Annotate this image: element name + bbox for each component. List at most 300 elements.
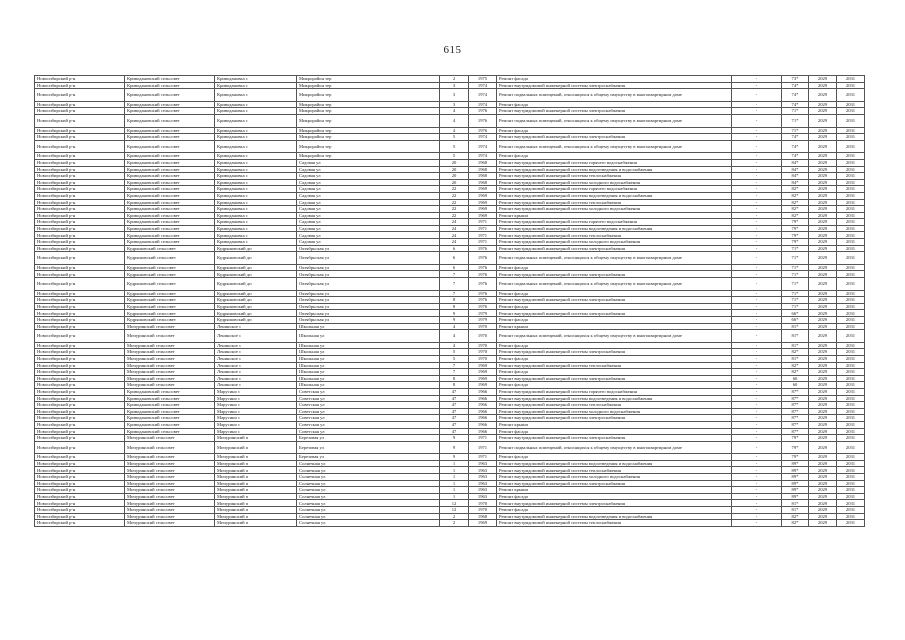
table-row (35, 186, 865, 193)
dash-cell: - (732, 239, 782, 246)
work-type-cell: Ремонт внутридомовой инженерной системы электроснабжения (497, 480, 732, 487)
district-cell: Новосибирский р-н (35, 186, 125, 193)
wear-percent-cell: 81* (782, 507, 809, 514)
settlement-cell: Мичуринский сельсовет (125, 520, 215, 527)
settlement-cell: Мичуринский сельсовет (125, 507, 215, 514)
house-number-cell: 7 (440, 271, 469, 278)
build-year-cell: 1963 (469, 460, 497, 467)
house-number-cell: 22 (440, 212, 469, 219)
build-year-cell: 1976 (469, 278, 497, 291)
dash-cell: - (732, 166, 782, 173)
house-number-cell: 20 (440, 179, 469, 186)
table-row (35, 460, 865, 467)
locality-cell: Криводановка с (215, 232, 297, 239)
street-cell: Садовая ул (297, 179, 440, 186)
house-number-cell: 22 (440, 199, 469, 206)
dash-cell: - (732, 369, 782, 376)
wear-percent-cell: 82* (782, 369, 809, 376)
locality-cell: Криводановка с (215, 206, 297, 213)
build-year-cell: 1969 (469, 362, 497, 369)
house-number-cell: 47 (440, 415, 469, 422)
build-year-cell: 1976 (469, 264, 497, 271)
dash-cell: - (732, 179, 782, 186)
settlement-cell: Криводановский сельсовет (125, 179, 215, 186)
locality-cell: Кудряшовский дп (215, 290, 297, 297)
build-year-cell: 1966 (469, 395, 497, 402)
table-row (35, 310, 865, 317)
dash-cell: - (732, 140, 782, 153)
plan-year-start-cell: 2029 (809, 395, 837, 402)
build-year-cell: 1968 (469, 159, 497, 166)
settlement-cell: Криводановский сельсовет (125, 388, 215, 395)
district-cell: Новосибирский р-н (35, 159, 125, 166)
street-cell: Школьная ул (297, 323, 440, 330)
settlement-cell: Мичуринский сельсовет (125, 474, 215, 481)
street-cell: Советская ул (297, 415, 440, 422)
work-type-cell: Ремонт внутридомовой инженерной системы теплоснабжения (497, 402, 732, 409)
plan-year-start-cell: 2029 (809, 330, 837, 343)
district-cell: Новосибирский р-н (35, 310, 125, 317)
build-year-cell: 1971 (469, 239, 497, 246)
plan-year-start-cell: 2029 (809, 480, 837, 487)
wear-percent-cell: 87* (782, 395, 809, 402)
locality-cell: Мичуринский п (215, 500, 297, 507)
dash-cell: - (732, 245, 782, 252)
locality-cell: Кудряшовский дп (215, 245, 297, 252)
locality-cell: Мичуринский п (215, 460, 297, 467)
dash-cell: - (732, 212, 782, 219)
settlement-cell: Криводановский сельсовет (125, 173, 215, 180)
locality-cell: Кудряшовский дп (215, 271, 297, 278)
plan-year-end-cell: 2031 (837, 239, 865, 246)
dash-cell: - (732, 474, 782, 481)
settlement-cell: Кудряшовский сельсовет (125, 278, 215, 291)
plan-year-start-cell: 2029 (809, 415, 837, 422)
wear-percent-cell: 73* (782, 76, 809, 83)
locality-cell: Криводановка с (215, 212, 297, 219)
wear-percent-cell: 74* (782, 101, 809, 108)
plan-year-end-cell: 2031 (837, 362, 865, 369)
table-row (35, 212, 865, 219)
house-number-cell: 4 (440, 323, 469, 330)
dash-cell: - (732, 323, 782, 330)
house-number-cell: 4 (440, 108, 469, 115)
dash-cell: - (732, 408, 782, 415)
dash-cell: - (732, 290, 782, 297)
build-year-cell: 1966 (469, 428, 497, 435)
dash-cell: - (732, 441, 782, 454)
wear-percent-cell: 71* (782, 245, 809, 252)
locality-cell: Мичуринский п (215, 480, 297, 487)
district-cell: Новосибирский р-н (35, 134, 125, 141)
district-cell: Новосибирский р-н (35, 474, 125, 481)
plan-year-start-cell: 2029 (809, 441, 837, 454)
locality-cell: Марусино с (215, 408, 297, 415)
district-cell: Новосибирский р-н (35, 290, 125, 297)
settlement-cell: Мичуринский сельсовет (125, 441, 215, 454)
table-row (35, 467, 865, 474)
table-row (35, 140, 865, 153)
locality-cell: Мичуринский п (215, 454, 297, 461)
plan-year-start-cell: 2029 (809, 388, 837, 395)
district-cell: Новосибирский р-н (35, 382, 125, 389)
plan-year-end-cell: 2031 (837, 186, 865, 193)
plan-year-start-cell: 2029 (809, 487, 837, 494)
locality-cell: Мичуринский п (215, 493, 297, 500)
house-number-cell: 20 (440, 166, 469, 173)
dash-cell: - (732, 349, 782, 356)
locality-cell: Кудряшовский дп (215, 303, 297, 310)
build-year-cell: 1976 (469, 271, 497, 278)
plan-year-end-cell: 2031 (837, 219, 865, 226)
table-row (35, 402, 865, 409)
plan-year-start-cell: 2029 (809, 206, 837, 213)
dash-cell: - (732, 467, 782, 474)
locality-cell: Мичуринский п (215, 507, 297, 514)
locality-cell: Ленинское с (215, 369, 297, 376)
work-type-cell: Ремонт внутридомовой инженерной системы электроснабжения (497, 310, 732, 317)
plan-year-start-cell: 2029 (809, 500, 837, 507)
house-number-cell: 2 (440, 76, 469, 83)
settlement-cell: Криводановский сельсовет (125, 127, 215, 134)
settlement-cell: Криводановский сельсовет (125, 186, 215, 193)
table-body (35, 76, 865, 527)
street-cell: Школьная ул (297, 355, 440, 362)
street-cell: Микрорайон тер (297, 76, 440, 83)
table-row (35, 271, 865, 278)
district-cell: Новосибирский р-н (35, 454, 125, 461)
work-type-cell: Ремонт внутридомовой инженерной системы горячего водоснабжения (497, 159, 732, 166)
locality-cell: Марусино с (215, 415, 297, 422)
settlement-cell: Мичуринский сельсовет (125, 323, 215, 330)
dash-cell: - (732, 480, 782, 487)
table-row (35, 219, 865, 226)
locality-cell: Марусино с (215, 421, 297, 428)
work-type-cell: Ремонт фасада (497, 264, 732, 271)
wear-percent-cell: 71* (782, 114, 809, 127)
street-cell: Советская ул (297, 421, 440, 428)
dash-cell: - (732, 355, 782, 362)
street-cell: Березовая ул (297, 454, 440, 461)
locality-cell: Криводановка с (215, 239, 297, 246)
settlement-cell: Криводановский сельсовет (125, 108, 215, 115)
street-cell: Садовая ул (297, 225, 440, 232)
build-year-cell: 1963 (469, 480, 497, 487)
work-type-cell: Ремонт внутридомовой инженерной системы теплоснабжения (497, 173, 732, 180)
locality-cell: Ленинское с (215, 349, 297, 356)
plan-year-end-cell: 2031 (837, 520, 865, 527)
build-year-cell: 1963 (469, 467, 497, 474)
wear-percent-cell: 81* (782, 500, 809, 507)
build-year-cell: 1970 (469, 500, 497, 507)
wear-percent-cell: 82* (782, 199, 809, 206)
plan-year-start-cell: 2029 (809, 173, 837, 180)
wear-percent-cell: 71* (782, 303, 809, 310)
build-year-cell: 1976 (469, 245, 497, 252)
plan-year-end-cell: 2031 (837, 435, 865, 442)
settlement-cell: Криводановский сельсовет (125, 415, 215, 422)
table-row (35, 435, 865, 442)
locality-cell: Криводановка с (215, 101, 297, 108)
wear-percent-cell: 89* (782, 480, 809, 487)
district-cell: Новосибирский р-н (35, 317, 125, 324)
plan-year-end-cell: 2031 (837, 297, 865, 304)
locality-cell: Криводановка с (215, 108, 297, 115)
dash-cell: - (732, 153, 782, 160)
district-cell: Новосибирский р-н (35, 76, 125, 83)
plan-year-start-cell: 2029 (809, 355, 837, 362)
work-type-cell: Ремонт фасада (497, 153, 732, 160)
dash-cell: - (732, 264, 782, 271)
dash-cell: - (732, 310, 782, 317)
street-cell: Школьная ул (297, 349, 440, 356)
dash-cell: - (732, 330, 782, 343)
district-cell: Новосибирский р-н (35, 206, 125, 213)
work-type-cell: Ремонт фасада (497, 493, 732, 500)
table-row (35, 349, 865, 356)
wear-percent-cell: 82* (782, 520, 809, 527)
table-row (35, 480, 865, 487)
work-type-cell: Ремонт внутридомовой инженерной системы водоотведения и водоснабжения (497, 513, 732, 520)
district-cell: Новосибирский р-н (35, 225, 125, 232)
street-cell: Микрорайон тер (297, 140, 440, 153)
dash-cell: - (732, 362, 782, 369)
build-year-cell: 1969 (469, 369, 497, 376)
plan-year-end-cell: 2031 (837, 349, 865, 356)
district-cell: Новосибирский р-н (35, 388, 125, 395)
house-number-cell: 1 (440, 480, 469, 487)
street-cell: Октябрьская ул (297, 310, 440, 317)
wear-percent-cell: 60 (782, 375, 809, 382)
table-row (35, 108, 865, 115)
plan-year-end-cell: 2031 (837, 114, 865, 127)
street-cell: Школьная ул (297, 330, 440, 343)
house-number-cell: 1 (440, 493, 469, 500)
settlement-cell: Кудряшовский сельсовет (125, 252, 215, 265)
plan-year-end-cell: 2031 (837, 355, 865, 362)
plan-year-end-cell: 2031 (837, 232, 865, 239)
settlement-cell: Мичуринский сельсовет (125, 493, 215, 500)
locality-cell: Ленинское с (215, 330, 297, 343)
plan-year-start-cell: 2029 (809, 134, 837, 141)
plan-year-start-cell: 2029 (809, 232, 837, 239)
plan-year-start-cell: 2029 (809, 271, 837, 278)
wear-percent-cell: 82* (782, 362, 809, 369)
plan-year-start-cell: 2029 (809, 369, 837, 376)
district-cell: Новосибирский р-н (35, 520, 125, 527)
locality-cell: Марусино с (215, 428, 297, 435)
street-cell: Микрорайон тер (297, 108, 440, 115)
dash-cell: - (732, 297, 782, 304)
street-cell: Садовая ул (297, 212, 440, 219)
street-cell: Октябрьская ул (297, 245, 440, 252)
plan-year-start-cell: 2029 (809, 435, 837, 442)
house-number-cell: 4 (440, 342, 469, 349)
district-cell: Новосибирский р-н (35, 212, 125, 219)
work-type-cell: Ремонт внутридомовой инженерной системы водоотведения и водоснабжения (497, 225, 732, 232)
plan-year-end-cell: 2031 (837, 317, 865, 324)
wear-percent-cell: 71* (782, 290, 809, 297)
wear-percent-cell: 84* (782, 173, 809, 180)
locality-cell: Криводановка с (215, 179, 297, 186)
district-cell: Новосибирский р-н (35, 375, 125, 382)
table-row (35, 507, 865, 514)
dash-cell: - (732, 382, 782, 389)
district-cell: Новосибирский р-н (35, 199, 125, 206)
settlement-cell: Мичуринский сельсовет (125, 330, 215, 343)
plan-year-end-cell: 2031 (837, 507, 865, 514)
work-type-cell: Ремонт фасада (497, 101, 732, 108)
wear-percent-cell: 71* (782, 127, 809, 134)
locality-cell: Марусино с (215, 402, 297, 409)
build-year-cell: 1970 (469, 355, 497, 362)
wear-percent-cell: 81* (782, 323, 809, 330)
house-number-cell: 3 (440, 82, 469, 89)
plan-year-start-cell: 2029 (809, 349, 837, 356)
build-year-cell: 1974 (469, 101, 497, 108)
table-row (35, 239, 865, 246)
district-cell: Новосибирский р-н (35, 395, 125, 402)
build-year-cell: 1976 (469, 252, 497, 265)
house-number-cell: 5 (440, 140, 469, 153)
district-cell: Новосибирский р-н (35, 369, 125, 376)
settlement-cell: Мичуринский сельсовет (125, 467, 215, 474)
dash-cell: - (732, 127, 782, 134)
house-number-cell: 1 (440, 487, 469, 494)
work-type-cell: Ремонт внутридомовой инженерной системы электроснабжения (497, 297, 732, 304)
house-number-cell: 3 (440, 89, 469, 102)
build-year-cell: 1968 (469, 173, 497, 180)
build-year-cell: 1963 (469, 493, 497, 500)
plan-year-start-cell: 2029 (809, 474, 837, 481)
table-row (35, 513, 865, 520)
plan-year-start-cell: 2029 (809, 507, 837, 514)
plan-year-start-cell: 2029 (809, 225, 837, 232)
plan-year-start-cell: 2029 (809, 108, 837, 115)
settlement-cell: Криводановский сельсовет (125, 239, 215, 246)
dash-cell: - (732, 101, 782, 108)
street-cell: Октябрьская ул (297, 271, 440, 278)
build-year-cell: 1976 (469, 290, 497, 297)
table-row (35, 89, 865, 102)
district-cell: Новосибирский р-н (35, 252, 125, 265)
work-type-cell: Ремонт внутридомовой инженерной системы электроснабжения (497, 375, 732, 382)
dash-cell: - (732, 192, 782, 199)
settlement-cell: Мичуринский сельсовет (125, 375, 215, 382)
settlement-cell: Криводановский сельсовет (125, 219, 215, 226)
dash-cell: - (732, 317, 782, 324)
plan-year-start-cell: 2029 (809, 362, 837, 369)
house-number-cell: 47 (440, 395, 469, 402)
table-row (35, 82, 865, 89)
house-number-cell: 24 (440, 239, 469, 246)
build-year-cell: 1970 (469, 330, 497, 343)
locality-cell: Криводановка с (215, 159, 297, 166)
plan-year-start-cell: 2029 (809, 89, 837, 102)
settlement-cell: Мичуринский сельсовет (125, 480, 215, 487)
dash-cell: - (732, 421, 782, 428)
settlement-cell: Мичуринский сельсовет (125, 460, 215, 467)
locality-cell: Мичуринский п (215, 474, 297, 481)
street-cell: Советская ул (297, 408, 440, 415)
plan-year-start-cell: 2029 (809, 454, 837, 461)
build-year-cell: 1971 (469, 219, 497, 226)
street-cell: Микрорайон тер (297, 89, 440, 102)
plan-year-start-cell: 2029 (809, 493, 837, 500)
district-cell: Новосибирский р-н (35, 507, 125, 514)
district-cell: Новосибирский р-н (35, 297, 125, 304)
street-cell: Солнечная ул (297, 480, 440, 487)
work-type-cell: Ремонт внутридомовой инженерной системы электроснабжения (497, 349, 732, 356)
wear-percent-cell: 87* (782, 388, 809, 395)
house-number-cell: 47 (440, 402, 469, 409)
settlement-cell: Мичуринский сельсовет (125, 382, 215, 389)
plan-year-start-cell: 2029 (809, 264, 837, 271)
wear-percent-cell: 89* (782, 474, 809, 481)
district-cell: Новосибирский р-н (35, 271, 125, 278)
settlement-cell: Криводановский сельсовет (125, 101, 215, 108)
table-row (35, 487, 865, 494)
table-row (35, 206, 865, 213)
build-year-cell: 1968 (469, 513, 497, 520)
district-cell: Новосибирский р-н (35, 173, 125, 180)
house-number-cell: 5 (440, 355, 469, 362)
house-number-cell: 20 (440, 173, 469, 180)
build-year-cell: 1971 (469, 232, 497, 239)
district-cell: Новосибирский р-н (35, 349, 125, 356)
table-row (35, 395, 865, 402)
work-type-cell: Ремонт внутридомовой инженерной системы теплоснабжения (497, 467, 732, 474)
plan-year-end-cell: 2031 (837, 192, 865, 199)
wear-percent-cell: 66* (782, 317, 809, 324)
district-cell: Новосибирский р-н (35, 415, 125, 422)
work-type-cell: Ремонт фасада (497, 369, 732, 376)
dash-cell: - (732, 82, 782, 89)
work-type-cell: Ремонт фасада (497, 342, 732, 349)
locality-cell: Криводановка с (215, 140, 297, 153)
work-type-cell: Ремонт внутридомовой инженерной системы электроснабжения (497, 245, 732, 252)
street-cell: Микрорайон тер (297, 82, 440, 89)
locality-cell: Мичуринский п (215, 435, 297, 442)
locality-cell: Кудряшовский дп (215, 297, 297, 304)
dash-cell: - (732, 487, 782, 494)
build-year-cell: 1968 (469, 166, 497, 173)
work-type-cell: Ремонт внутридомовой инженерной системы водоотведения и водоснабжения (497, 395, 732, 402)
build-year-cell: 1976 (469, 108, 497, 115)
table-row (35, 76, 865, 83)
plan-year-start-cell: 2029 (809, 186, 837, 193)
plan-year-end-cell: 2031 (837, 140, 865, 153)
work-type-cell: Ремонт подвальных помещений, относящихся к общему имуществу в многоквартирном доме (497, 89, 732, 102)
work-type-cell: Ремонт внутридомовой инженерной системы холодного водоснабжения (497, 408, 732, 415)
plan-year-start-cell: 2029 (809, 179, 837, 186)
plan-year-end-cell: 2031 (837, 303, 865, 310)
settlement-cell: Мичуринский сельсовет (125, 487, 215, 494)
district-cell: Новосибирский р-н (35, 245, 125, 252)
house-number-cell: 1 (440, 474, 469, 481)
table-row (35, 245, 865, 252)
plan-year-end-cell: 2031 (837, 369, 865, 376)
settlement-cell: Мичуринский сельсовет (125, 435, 215, 442)
table-row (35, 454, 865, 461)
dash-cell: - (732, 402, 782, 409)
settlement-cell: Криводановский сельсовет (125, 82, 215, 89)
house-number-cell: 22 (440, 206, 469, 213)
district-cell: Новосибирский р-н (35, 140, 125, 153)
plan-year-end-cell: 2031 (837, 212, 865, 219)
street-cell: Солнечная ул (297, 493, 440, 500)
district-cell: Новосибирский р-н (35, 278, 125, 291)
